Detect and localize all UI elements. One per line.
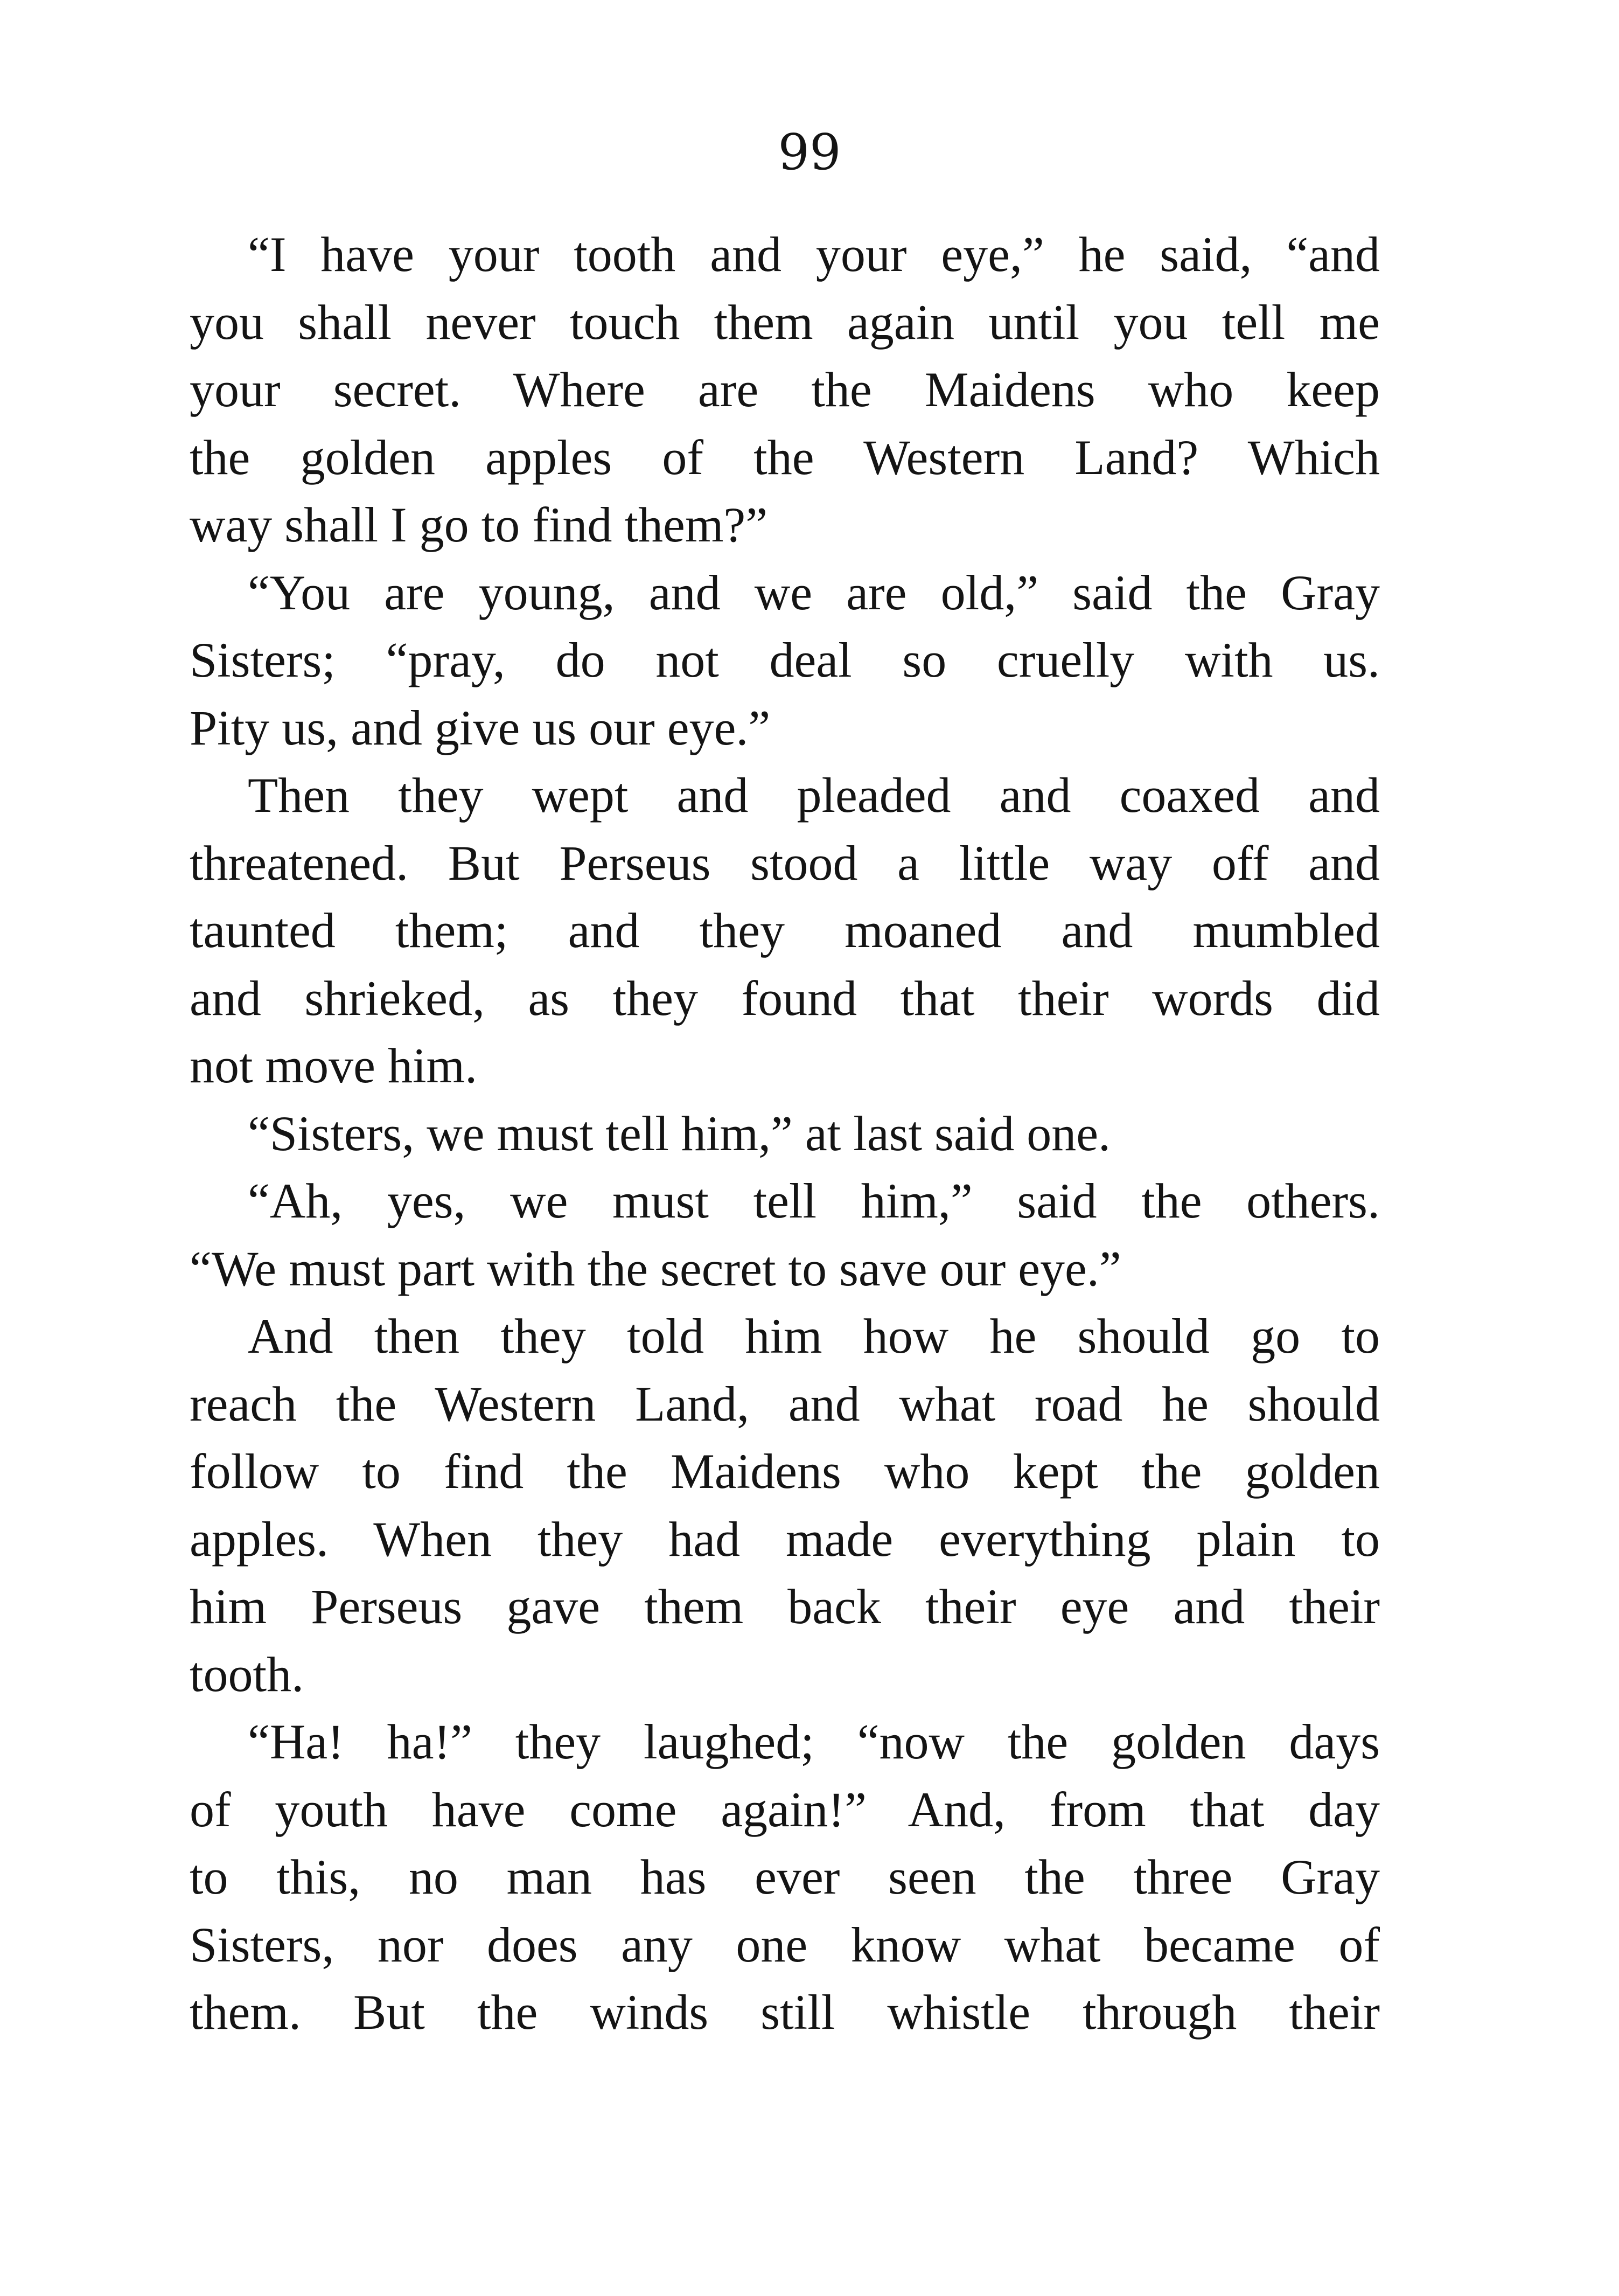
text-line: him Perseus gave them back their eye and their	[190, 1579, 1380, 1634]
text-line: of youth have come again!” And, from that day	[190, 1782, 1380, 1837]
text-line: follow to find the Maidens who kept the golden	[190, 1444, 1380, 1499]
text-line: not move him.	[190, 1038, 478, 1093]
text-line: them. But the winds still whistle through their	[190, 1985, 1380, 2040]
text-line: “I have your tooth and your eye,” he said, “and	[248, 227, 1380, 282]
text-line: Sisters; “pray, do not deal so cruelly with us.	[190, 632, 1380, 687]
page-number: 99	[778, 123, 841, 181]
text-line: the golden apples of the Western Land? Which	[190, 429, 1380, 485]
text-line: “Ha! ha!” they laughed; “now the golden days	[248, 1714, 1380, 1769]
text-line: your secret. Where are the Maidens who keep	[190, 362, 1380, 417]
text-line: apples. When they had made everything plain to	[190, 1511, 1380, 1567]
text-line: threatened. But Perseus stood a little way off and	[190, 835, 1380, 890]
text-line: reach the Western Land, and what road he should	[190, 1376, 1380, 1431]
text-line: way shall I go to find them?”	[190, 497, 768, 552]
text-line: taunted them; and they moaned and mumbled	[190, 903, 1380, 958]
text-line: you shall never touch them again until you tell me	[190, 294, 1380, 350]
text-line: “Ah, yes, we must tell him,” said the others.	[248, 1173, 1380, 1228]
text-line: “You are young, and we are old,” said the Gray	[248, 565, 1380, 620]
text-line: And then they told him how he should go to	[248, 1309, 1380, 1363]
text-line: to this, no man has ever seen the three Gray	[190, 1849, 1380, 1904]
text-line: “We must part with the secret to save our eye.”	[190, 1241, 1121, 1296]
text-line: Pity us, and give us our eye.”	[190, 700, 771, 755]
text-line: Sisters, nor does any one know what became of	[190, 1917, 1380, 1972]
text-line: Then they wept and pleaded and coaxed and	[248, 768, 1380, 823]
body-text	[190, 221, 1380, 2047]
text-line: and shrieked, as they found that their words did	[190, 970, 1380, 1026]
text-line: “Sisters, we must tell him,” at last said one.	[248, 1105, 1111, 1161]
text-line: tooth.	[190, 1646, 304, 1702]
